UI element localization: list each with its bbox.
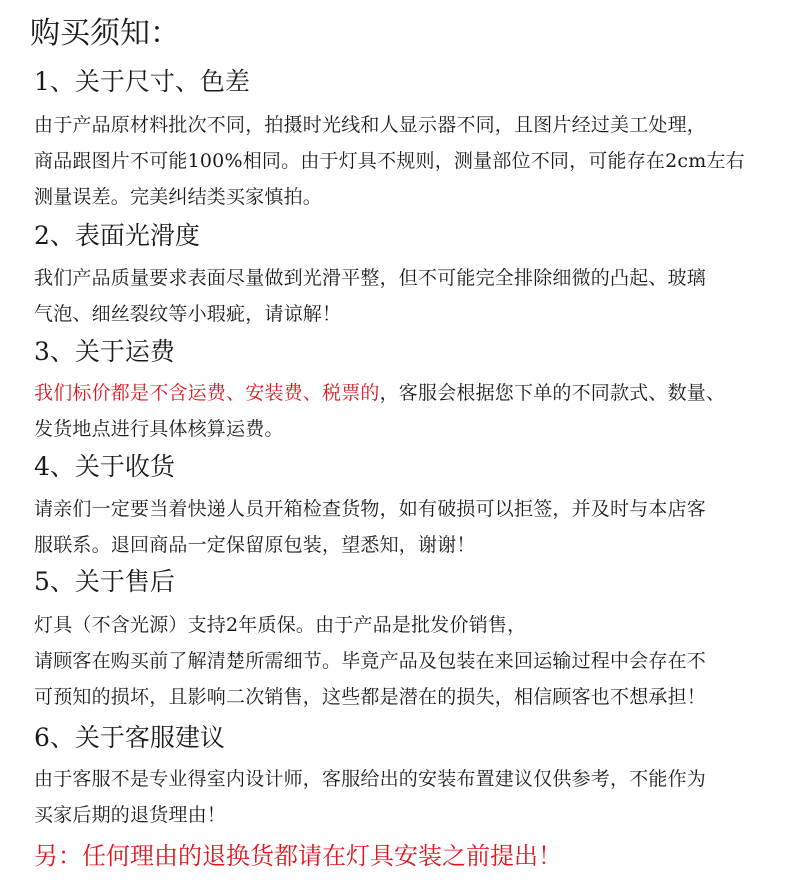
- section-4-line-1: 请亲们一定要当着快递人员开箱检查货物，如有破损可以拒签，并及时与本店客: [34, 498, 707, 520]
- section-3-line-1: [34, 380, 725, 406]
- shipping-calc-text: ，客服会根据您下单的不同款式、数量、: [379, 382, 726, 404]
- section-1-line-3: 测量误差。完美纠结类买家慎拍。: [34, 186, 323, 208]
- section-4-heading: 4、关于收货: [34, 452, 175, 481]
- section-5-line-1: 灯具（不含光源）支持2年质保。由于产品是批发价销售，: [34, 614, 527, 636]
- section-1-line-2: 商品跟图片不可能100%相同。由于灯具不规则，测量部位不同，可能存在2cm左右: [34, 150, 745, 172]
- page-title: 购买须知：: [30, 16, 180, 51]
- section-4-line-2: 服联系。退回商品一定保留原包装，望悉知，谢谢！: [34, 534, 476, 556]
- section-5-heading: 5、关于售后: [34, 567, 175, 596]
- section-1-line-1: 由于产品原材料批次不同，拍摄时光线和人显示器不同，且图片经过美工处理，: [34, 114, 707, 136]
- section-5-line-2: 请顾客在购买前了解清楚所需细节。毕竟产品及包装在来回运输过程中会存在不: [34, 650, 707, 672]
- section-3-line-2: 发货地点进行具体核算运费。: [34, 418, 284, 440]
- section-6-line-1: 由于客服不是专业得室内设计师，客服给出的安装布置建议仅供参考，不能作为: [34, 768, 707, 790]
- section-3-heading: 3、关于运费: [34, 337, 175, 366]
- shipping-excluded-notice: 我们标价都是不含运费、安装费、税票的: [34, 382, 380, 404]
- return-policy-notice: 另：任何理由的退换货都请在灯具安装之前提出！: [34, 842, 562, 870]
- section-5-line-3: 可预知的损坏，且影响二次销售，这些都是潜在的损失，相信顾客也不想承担！: [34, 686, 707, 708]
- section-1-heading: 1、关于尺寸、色差: [34, 67, 250, 96]
- section-6-heading: 6、关于客服建议: [34, 723, 225, 752]
- section-2-line-2: 气泡、细丝裂纹等小瑕疵，请谅解！: [34, 303, 342, 325]
- section-6-line-2: 买家后期的退货理由！: [34, 804, 227, 826]
- section-2-heading: 2、表面光滑度: [34, 221, 200, 250]
- section-2-line-1: 我们产品质量要求表面尽量做到光滑平整，但不可能完全排除细微的凸起、玻璃: [34, 267, 707, 289]
